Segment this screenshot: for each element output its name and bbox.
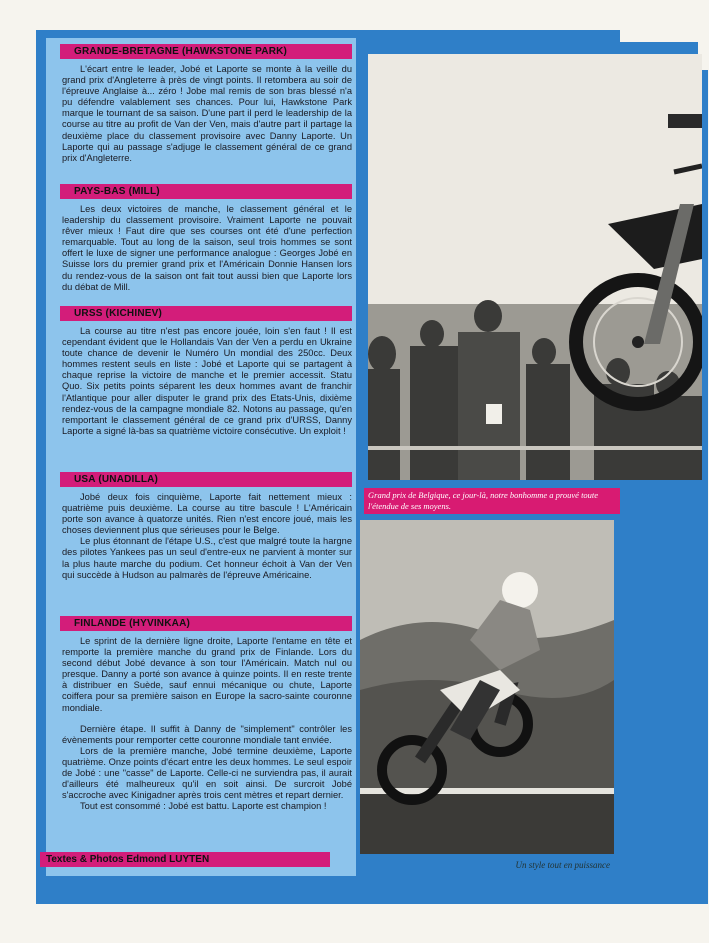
photo-rider-jump	[360, 520, 614, 854]
section-title-grande-bretagne: GRANDE-BRETAGNE (HAWKSTONE PARK)	[60, 44, 352, 59]
section-body-grande-bretagne	[62, 64, 352, 164]
paragraph: L'écart entre le leader, Jobé et Laporte se monte à la veille du grand prix d'Angleterre à près de vingt points. Il retombera au soir de l'épreuve Anglaise à... zéro ! Jobe mal remis de son bras blessé n'a pu défendre valablement ses chances. Pour lui, Hawkstone Park marque le tournant de sa saison. D'une part il perd le leadership de la course au titre au profit de Van der Ven, mais d'autre part il partage la deuxième place du classement provisoire avec Danny Laporte. Un Laporte qui au passage s'adjuge le classement général de ce grand prix d'Angleterre.	[62, 64, 352, 163]
section-body-pays-bas	[62, 204, 352, 293]
paragraph: La course au titre n'est pas encore jouée, loin s'en faut ! Il est cependant évident que le Hollandais Van der Ven a perdu en Ukraine toute chance de devenir le Numéro Un mondial des 250cc. Deux hommes restent seuls en liste : Jobé et Laporte qui se partagent à chaque reprise la victoire de manche et le premier accessit. Statu Quo. Six petits points séparent les deux hommes avant de franchir l'Atlantique pour aller disputer le grand prix des Etats-Unis, dixième rendez-vous de la campagne mondiale 82. Notons au passage, qu'en remportant le classement général de ce grand prix d'URSS, Danny Laporte a signé là-bas sa quatrième victoire consécutive. Un exploit !	[62, 326, 352, 436]
paragraph: Tout est consommé : Jobé est battu. Laporte est champion !	[80, 801, 327, 812]
photo-motocross-crowd-image	[368, 54, 702, 480]
section-title-finlande: FINLANDE (HYVINKAA)	[60, 616, 352, 631]
paragraph: Les deux victoires de manche, le classement général et le leadership du classement provisoire. Vraiment Laporte ne pouvait rêver mieux ! Faut dire que ses courses ont été d'une perfection remarquable. Tout au long de la saison, seul trois hommes se sont offert le luxe de signer une performance analogue : Georges Jobé en Suisse lors du premier grand prix et l'Américain Donnie Hansen lors du rendez-vous de la saison ont fait tout aussi bien que Laporte lors du débat de Mill.	[62, 204, 352, 292]
section-title-usa: USA (UNADILLA)	[60, 472, 352, 487]
paragraph: Le plus étonnant de l'étape U.S., c'est que malgré toute la hargne des pilotes Yankees pas un seul d'entre-eux ne parvient à monter sur la plus haute marche du podium. Cet honneur échoit à Van der Ven qui succède à Hudson au palmarès de l'épreuve Américaine.	[62, 536, 352, 580]
section-title-urss: URSS (KICHINEV)	[60, 306, 352, 321]
section-body-usa	[62, 492, 352, 581]
credit-line: Textes & Photos Edmond LUYTEN	[40, 852, 330, 867]
section-body-urss	[62, 326, 352, 437]
section-title-pays-bas: PAYS-BAS (MILL)	[60, 184, 352, 199]
paragraph: Dernière étape. Il suffit à Danny de "simplement" contrôler les évènements pour remporter cette couronne mondiale tant enviée.	[62, 723, 352, 745]
paragraph: Jobé deux fois cinquième, Laporte fait nettement mieux : quatrième puis deuxième. La course au titre bascule ! L'Américain porte son avance à quatorze unités. Rien n'est encore joué, mais les choses deviennent plus que sérieuses pour le Belge.	[62, 492, 352, 536]
photo-caption-top: Grand prix de Belgique, ce jour-là, notre bonhomme a prouvé toute l'étendue de ses moyens.	[364, 488, 620, 514]
paragraph: Lors de la première manche, Jobé termine deuxième, Laporte quatrième. Onze points d'écart entre les deux hommes. Le seul espoir de Jobé : une "casse" de Laporte. Celle-ci ne surviendra pas, il aurait d'ailleurs été malheureux qu'il en soit ainsi. De surcroit Jobé s'accroche avec Kinigadner après trois cent mètres et repart dernier.	[62, 745, 352, 801]
photo-caption-bottom: Un style tout en puissance	[515, 860, 610, 870]
photo-motocross-crowd	[368, 54, 702, 480]
photo-frame-bottom-edge	[614, 492, 624, 882]
photo-rider-jump-image	[360, 520, 614, 854]
section-body-finlande	[62, 636, 352, 812]
paragraph: Le sprint de la dernière ligne droite, Laporte l'entame en tête et remporte la première manche du grand prix de Finlande. Lors du second début Jobé devance à son tour l'Américain. Match nul ou presque. Danny a porté son avance à quinze points. Il en reste trente à distribuer en Suède, sauf ennui mécanique ou chute, Laporte coiffera pour sa première saison en Europe la sacro-sainte couronne mondiale.	[62, 636, 352, 713]
